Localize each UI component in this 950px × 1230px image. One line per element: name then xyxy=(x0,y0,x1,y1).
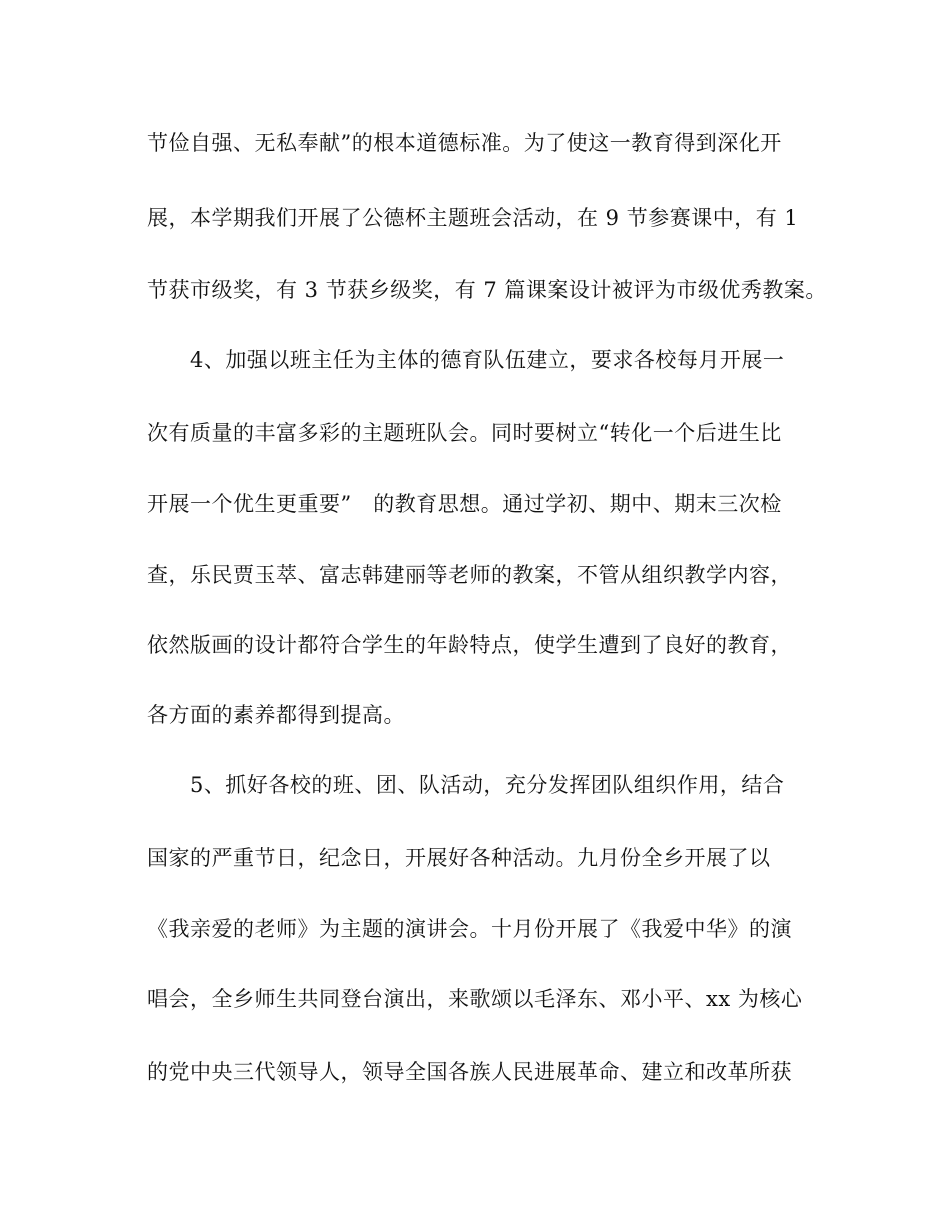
text-line: 《我亲爱的老师》为主题的演讲会。十月份开展了《我爱中华》的演 xyxy=(147,917,792,941)
text-line: 各方面的素养都得到提高。 xyxy=(147,703,405,727)
paragraph-start-line: 5、抓好各校的班、团、队活动，充分发挥团队组织作用，结合 xyxy=(190,773,785,797)
text-line: 唱会，全乡师生共同登台演出，来歌颂以毛泽东、邓小平、xx 为核心 xyxy=(147,987,803,1011)
text-line: 节俭自强、无私奉献”的根本道德标准。为了使这一教育得到深化开 xyxy=(147,131,782,155)
text-line: 查，乐民贾玉萃、富志韩建丽等老师的教案，不管从组织教学内容， xyxy=(147,563,792,587)
text-line: 次有质量的丰富多彩的主题班队会。同时要树立“转化一个后进生比 xyxy=(147,421,782,445)
paragraph-start-line: 4、加强以班主任为主体的德育队伍建立，要求各校每月开展一 xyxy=(190,348,785,372)
text-line: 展，本学期我们开展了公德杯主题班会活动，在 9 节参赛课中，有 1 xyxy=(147,206,799,230)
text-line: 国家的严重节日，纪念日，开展好各种活动。九月份全乡开展了以 xyxy=(147,846,771,870)
text-line: 依然版画的设计都符合学生的年龄特点，使学生遭到了良好的教育， xyxy=(147,633,792,657)
text-line: 节获市级奖，有 3 节获乡级奖，有 7 篇课案设计被评为市级优秀教案。 xyxy=(147,278,827,302)
text-line: 开展一个优生更重要” 的教育思想。通过学初、期中、期末三次检 xyxy=(147,492,782,516)
text-line: 的党中央三代领导人，领导全国各族人民进展革命、建立和改革所获 xyxy=(147,1060,792,1084)
